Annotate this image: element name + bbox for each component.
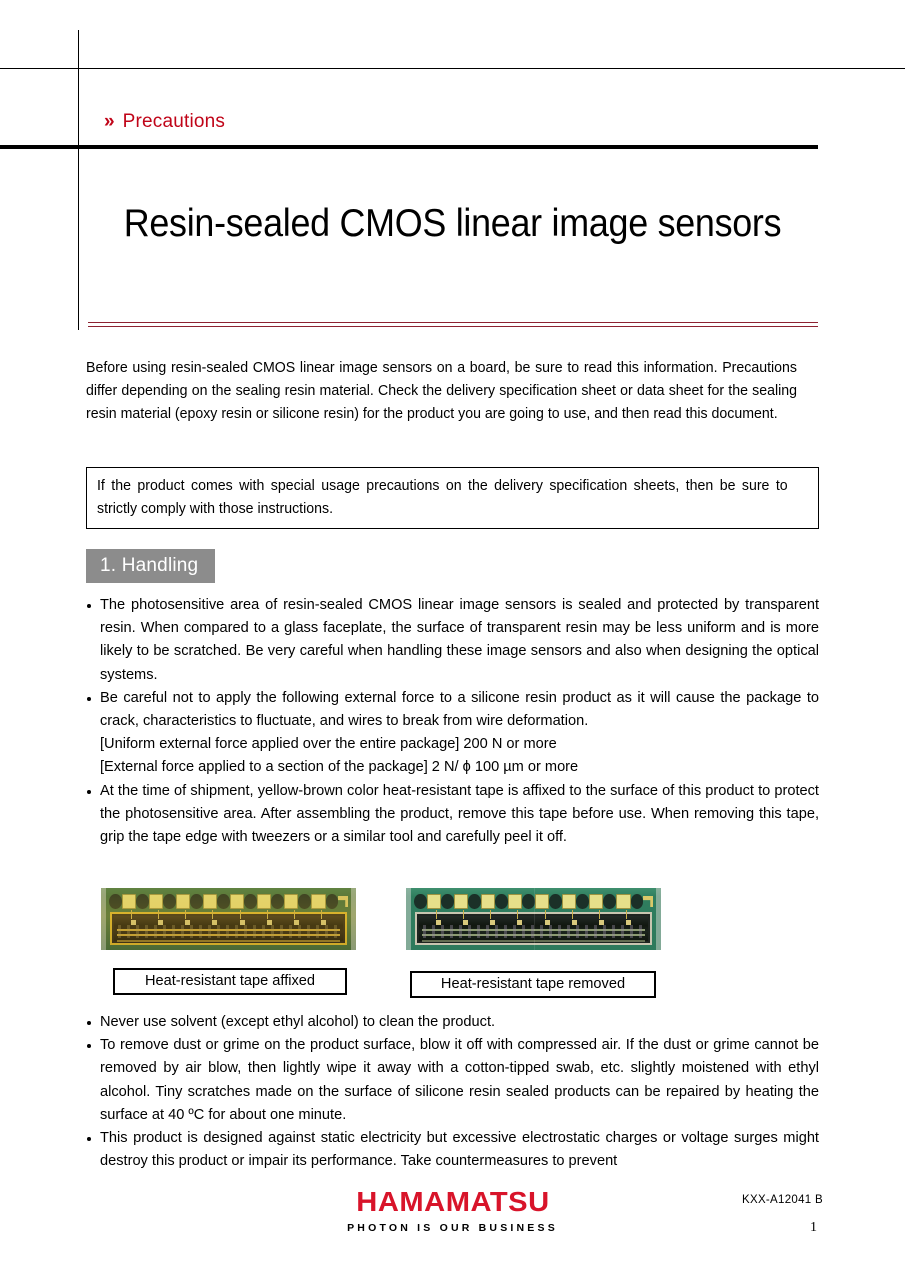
sensor-photo-tape-affixed bbox=[101, 888, 356, 950]
bond-pad bbox=[122, 894, 137, 909]
precautions-kicker bbox=[104, 112, 225, 131]
bullet-text: To remove dust or grime on the product surface, blow it off with compressed air. If the dust or grime cannot be removed by air blow, then lightly wipe it away with a cotton-tipped swab, etc. slightly moistened with ethyl alcohol. Tiny scratches made on the surface of silicone resin sealed products can be repaired by heating the surface at 40 ºC for about one minute. bbox=[100, 1037, 819, 1123]
document-code: KXX-A12041 B bbox=[742, 1194, 823, 1206]
note-box-text: If the product comes with special usage precautions on the delivery specification sheets, then be sure to strictly comply with those instructions. bbox=[97, 478, 788, 518]
list-item bbox=[86, 687, 819, 780]
die-circuit-area bbox=[118, 925, 339, 938]
bullet-text: Be careful not to apply the following external force to a silicone resin product as it will cause the package to crack, characteristics to fluctuate, and wires to break from wire deformation. bbox=[100, 689, 819, 730]
handling-bullet-list-upper bbox=[86, 594, 819, 849]
bullet-subline: [External force applied to a section of the package] 2 N/ ϕ 100 µm or more bbox=[100, 759, 579, 776]
bond-dot bbox=[163, 894, 176, 909]
list-item bbox=[86, 594, 819, 687]
chip-edge-left bbox=[406, 888, 411, 950]
bond-dot bbox=[631, 894, 644, 909]
sensor-die bbox=[110, 912, 347, 945]
header-top-rule bbox=[0, 68, 905, 69]
photo-seam bbox=[534, 888, 535, 950]
special-precautions-note-box bbox=[86, 467, 819, 529]
bond-pad bbox=[481, 894, 496, 909]
corner-marker bbox=[643, 896, 653, 907]
bond-pad bbox=[203, 894, 218, 909]
bond-pad bbox=[616, 894, 631, 909]
corner-marker bbox=[338, 896, 348, 907]
intro-paragraph-block bbox=[86, 357, 819, 427]
bond-dot bbox=[109, 894, 122, 909]
die-active-area bbox=[114, 916, 343, 941]
list-item bbox=[86, 780, 819, 850]
bond-dot bbox=[468, 894, 481, 909]
title-double-rule bbox=[88, 322, 818, 327]
chip-edge-left bbox=[101, 888, 106, 950]
sensor-photo-tape-removed bbox=[406, 888, 661, 950]
list-item bbox=[86, 1034, 819, 1127]
bond-dot bbox=[244, 894, 257, 909]
header-vertical-rule bbox=[78, 30, 79, 330]
bond-dot bbox=[576, 894, 589, 909]
bond-dot bbox=[271, 894, 284, 909]
bond-pad bbox=[257, 894, 272, 909]
figure-caption-tape-removed: Heat-resistant tape removed bbox=[410, 971, 656, 998]
bullet-subline: [Uniform external force applied over the entire package] 200 N or more bbox=[100, 736, 557, 753]
bond-pad bbox=[311, 894, 326, 909]
bullet-text: This product is designed against static electricity but excessive electrostatic charges or voltage surges might destroy this product or impair its performance. Take countermeasures to prevent bbox=[100, 1130, 819, 1170]
kicker-label: Precautions bbox=[122, 111, 226, 132]
page-title: Resin-sealed CMOS linear image sensors bbox=[123, 202, 782, 245]
bond-dot bbox=[326, 894, 339, 909]
bond-dot bbox=[136, 894, 149, 909]
bond-pad bbox=[284, 894, 299, 909]
bond-pad bbox=[562, 894, 577, 909]
bond-dot bbox=[298, 894, 311, 909]
figure-caption-tape-affixed: Heat-resistant tape affixed bbox=[113, 968, 347, 995]
list-item bbox=[86, 1011, 819, 1034]
logo-tagline: PHOTON IS OUR BUSINESS bbox=[347, 1222, 558, 1234]
handling-bullet-list-lower bbox=[86, 1011, 819, 1173]
bond-pad bbox=[454, 894, 469, 909]
bond-pad bbox=[535, 894, 550, 909]
bond-pad bbox=[230, 894, 245, 909]
bond-pad bbox=[508, 894, 523, 909]
bond-pad-row bbox=[109, 893, 348, 910]
bond-dot bbox=[217, 894, 230, 909]
page-number: 1 bbox=[810, 1220, 817, 1235]
bond-pad bbox=[149, 894, 164, 909]
bond-pad bbox=[176, 894, 191, 909]
bond-dot bbox=[495, 894, 508, 909]
bond-dot bbox=[441, 894, 454, 909]
bullet-text: Never use solvent (except ethyl alcohol) to clean the product. bbox=[100, 1014, 496, 1030]
header-thick-rule bbox=[0, 145, 818, 149]
photosensitive-line bbox=[117, 940, 340, 942]
bond-dot bbox=[549, 894, 562, 909]
double-chevron-icon: » bbox=[104, 111, 113, 132]
bullet-text: At the time of shipment, yellow-brown color heat-resistant tape is affixed to the surface of this product to protect the photosensitive area. After assembling the product, remove this tape before use. When removing this tape, grip the tape edge with tweezers or a similar tool and carefully peel it off. bbox=[100, 782, 819, 846]
bond-dot bbox=[414, 894, 427, 909]
chip-edge-right bbox=[351, 888, 356, 950]
intro-paragraph: Before using resin-sealed CMOS linear image sensors on a board, be sure to read this information. Precautions differ depending on the sealing resin material. Check the delivery specification sheet or data sheet for the sealing resin material (epoxy resin or silicone resin) for the product you are going to use, and then read this document. bbox=[86, 360, 798, 423]
list-item bbox=[86, 1127, 819, 1173]
bullet-text: The photosensitive area of resin-sealed CMOS linear image sensors is sealed and protected by transparent resin. When compared to a glass faceplate, the surface of transparent resin may be less uniform and is more likely to be scratched. Be very careful when handling these image sensors and also when designing the optical systems. bbox=[100, 597, 819, 683]
bond-pad bbox=[589, 894, 604, 909]
chip-edge-right bbox=[656, 888, 661, 950]
section-heading-handling: 1. Handling bbox=[86, 549, 215, 583]
logo-wordmark: HAMAMATSU bbox=[355, 1186, 550, 1217]
bond-dot bbox=[603, 894, 616, 909]
bond-dot bbox=[190, 894, 203, 909]
bond-pad bbox=[427, 894, 442, 909]
